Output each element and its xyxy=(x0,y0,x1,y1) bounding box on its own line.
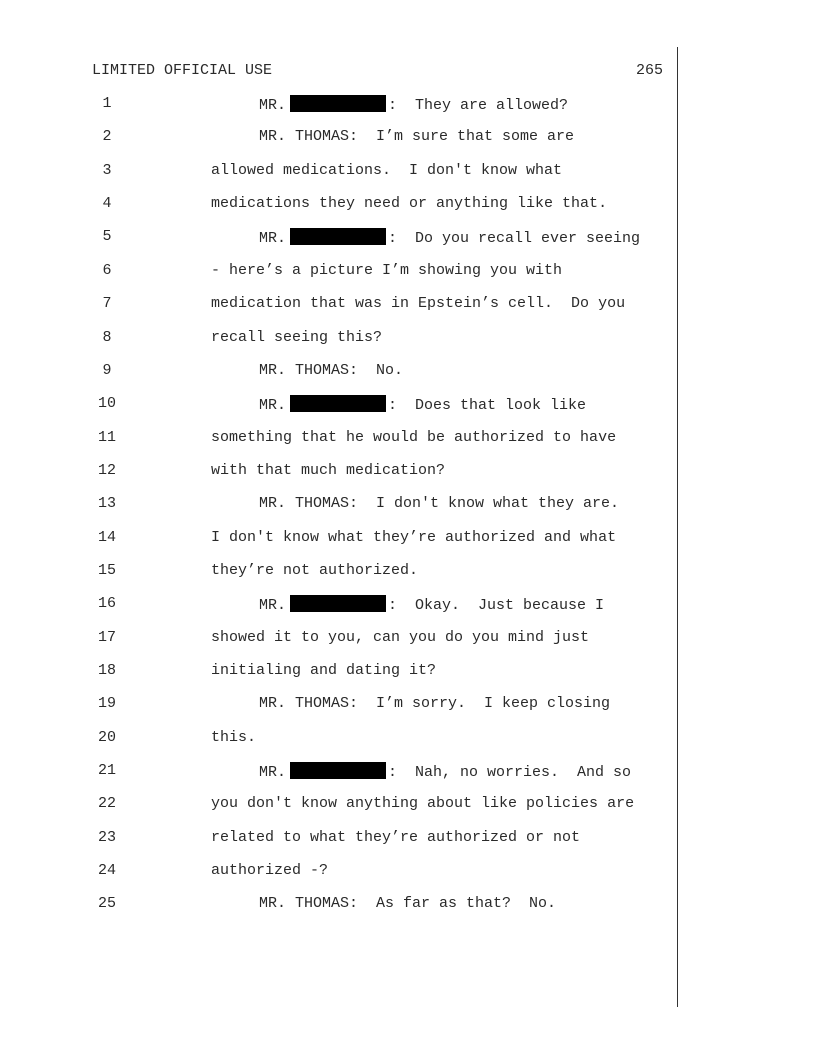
line-text xyxy=(259,228,640,247)
line-text xyxy=(211,462,445,479)
line-text xyxy=(259,395,586,414)
line-number: 10 xyxy=(97,395,116,413)
spoken-text: showed it to you, can you do you mind just xyxy=(211,628,590,646)
line-number: 8 xyxy=(102,328,112,346)
line-number: 18 xyxy=(97,662,116,679)
speaker-label: MR. xyxy=(259,764,287,781)
speaker-label: MR. xyxy=(259,230,287,248)
line-text xyxy=(211,795,634,812)
line-number: 14 xyxy=(97,528,116,546)
spoken-text: authorized -? xyxy=(211,862,329,880)
spoken-text: initialing and dating it? xyxy=(211,662,437,679)
line-number: 5 xyxy=(102,228,112,246)
line-number: 1 xyxy=(102,95,112,112)
line-number: 7 xyxy=(102,295,112,313)
spoken-text: : Do you recall ever seeing xyxy=(388,230,641,248)
redaction-box xyxy=(290,762,386,779)
spoken-text: - here’s a picture I’m showing you with xyxy=(211,261,563,279)
line-text xyxy=(211,862,328,879)
line-text xyxy=(211,562,418,579)
line-text xyxy=(259,495,619,512)
line-text xyxy=(211,429,616,446)
line-text xyxy=(211,829,580,846)
speaker-label: MR. xyxy=(259,597,287,615)
spoken-text: MR. THOMAS: No. xyxy=(259,361,404,379)
page-number: 265 xyxy=(636,62,664,79)
spoken-text: MR. THOMAS: As far as that? No. xyxy=(259,895,557,913)
spoken-text: medication that was in Epstein’s cell. Do you xyxy=(211,295,626,313)
redaction-box xyxy=(290,395,386,412)
line-number: 17 xyxy=(97,628,116,646)
line-number: 23 xyxy=(97,828,116,846)
spoken-text: I don't know what they’re authorized and what xyxy=(211,528,617,546)
line-text xyxy=(259,695,610,712)
spoken-text: medications they need or anything like that. xyxy=(211,195,608,213)
spoken-text: : Nah, no worries. And so xyxy=(388,764,632,781)
spoken-text: something that he would be authorized to have xyxy=(211,428,617,446)
line-text xyxy=(211,329,382,346)
line-text xyxy=(211,662,436,679)
spoken-text: you don't know anything about like policies are xyxy=(211,795,635,813)
spoken-text: allowed medications. I don't know what xyxy=(211,161,563,179)
redaction-box xyxy=(290,95,386,112)
line-number: 20 xyxy=(97,728,116,746)
redaction-box xyxy=(290,595,386,612)
line-number: 9 xyxy=(102,361,112,379)
line-number: 3 xyxy=(102,161,112,179)
line-number: 16 xyxy=(97,595,116,613)
line-text xyxy=(259,95,568,114)
line-text xyxy=(211,295,625,312)
spoken-text: related to what they’re authorized or not xyxy=(211,828,581,846)
spoken-text: they’re not authorized. xyxy=(211,561,419,579)
speaker-label: MR. xyxy=(259,97,287,114)
line-number: 4 xyxy=(102,195,112,213)
speaker-label: MR. xyxy=(259,397,287,415)
line-number: 13 xyxy=(97,495,116,513)
redaction-box xyxy=(290,228,386,245)
line-text xyxy=(259,595,604,614)
line-text xyxy=(211,529,616,546)
line-text xyxy=(211,162,562,179)
spoken-text: : Does that look like xyxy=(388,397,587,415)
line-text xyxy=(259,895,556,912)
spoken-text: : Okay. Just because I xyxy=(388,597,605,615)
classification-header: LIMITED OFFICIAL USE xyxy=(92,62,273,79)
spoken-text: : They are allowed? xyxy=(388,97,569,114)
line-number: 2 xyxy=(102,128,112,146)
line-text xyxy=(211,262,562,279)
line-text xyxy=(259,128,574,145)
line-number: 11 xyxy=(97,428,116,446)
line-text xyxy=(211,195,607,212)
spoken-text: recall seeing this? xyxy=(211,328,383,346)
line-number: 25 xyxy=(97,895,116,913)
line-number: 24 xyxy=(97,862,116,880)
spoken-text: this. xyxy=(211,728,257,746)
line-number: 19 xyxy=(97,695,116,713)
spoken-text: with that much medication? xyxy=(211,461,446,479)
spoken-text: MR. THOMAS: I’m sorry. I keep closing xyxy=(259,695,611,713)
right-margin-rule xyxy=(677,47,678,1007)
line-number: 15 xyxy=(97,561,116,579)
spoken-text: MR. THOMAS: I’m sure that some are xyxy=(259,128,575,146)
line-text xyxy=(211,729,256,746)
line-text xyxy=(211,629,589,646)
spoken-text: MR. THOMAS: I don't know what they are. xyxy=(259,495,620,513)
line-number: 12 xyxy=(97,461,116,479)
line-text xyxy=(259,362,403,379)
line-number: 22 xyxy=(97,795,116,813)
line-text xyxy=(259,762,631,781)
line-number: 21 xyxy=(97,762,116,779)
line-number: 6 xyxy=(102,261,112,279)
